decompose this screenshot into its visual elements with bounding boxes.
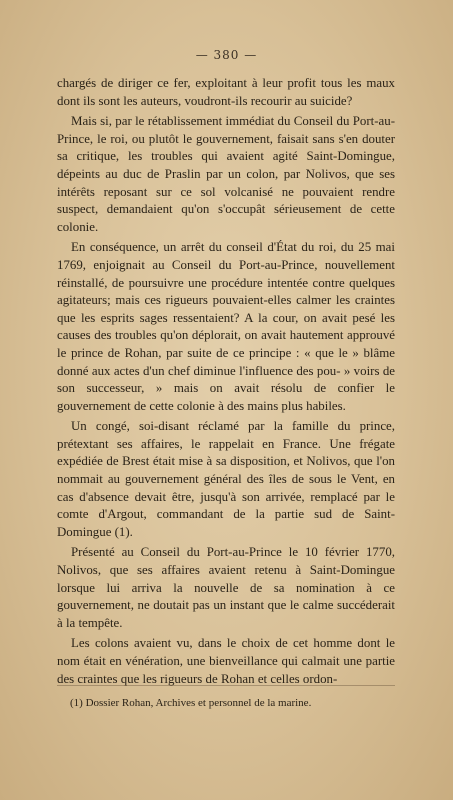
paragraph: Mais si, par le rétablissement immédiat du Conseil du Port-au-Prince, le roi, ou plutôt le gouvernement, faisait sans s'en douter sa critique, les troubles qui avaient agité Saint-Domingue, dépeints au duc de Praslin par un colon, par Nolivos, que ses intérêts reposant sur ce sol volcanisé ne pouvaient rendre suspect, demandaient qu'on s'occupât sérieusement de cette colonie.: [57, 114, 395, 234]
paragraph-continuation: chargés de diriger ce fer, exploitant à leur profit tous les maux dont ils sont les auteurs, voudront-ils recourir au suicide?: [57, 76, 395, 108]
paragraph: Présenté au Conseil du Port-au-Prince le 10 février 1770, Nolivos, que ses affaires avaient retenu à Saint-Domingue lorsque lui arriva la nouvelle de sa nomination à ce gouvernement, ne doutait pas un instant que le calme succéderait à la tempête.: [57, 545, 395, 630]
paragraph: Un congé, soi-disant réclamé par la famille du prince, prétextant ses affaires, le rappelait en France. Une frégate expédiée de Brest était mise à sa disposition, et Nolivos, que l'on nommait au gouvernement général des îles de sous le Vent, en cas d'absence devait être, jusqu'à son arrivée, remplacé par le comte d'Argout, commandant de la partie sud de Saint-Domingue (1).: [57, 419, 395, 539]
paragraph: Les colons avaient vu, dans le choix de cet homme dont le nom était en vénération, une bienveillance qui calmait une partie des craintes que les rigueurs de Rohan et celles ordon-: [57, 636, 395, 686]
footnote: (1) Dossier Rohan, Archives et personnel de la marine.: [70, 697, 312, 709]
body-text: [57, 75, 395, 691]
footnote-divider: [57, 685, 395, 686]
paragraph: En conséquence, un arrêt du conseil d'État du roi, du 25 mai 1769, enjoignait au Conseil du Port-au-Prince, nouvellement réinstallé, de poursuivre une procédure intentée contre quelques agitateurs; mais ces rigueurs pouvaient-elles calmer les craintes que les esprits sages ressentaient? A la cour, on avait pesé les causes des troubles qu'on déplorait, on avait hautement approuvé le prince de Rohan, par suite de ce principe : « que le » blâme donné aux actes d'un chef diminue l'influence des pou- » voirs de son successeur, » mais on avait résolu de confier le gouvernement de cette colonie à des mains plus habiles.: [57, 240, 395, 413]
page-number: — 380 —: [195, 48, 258, 62]
